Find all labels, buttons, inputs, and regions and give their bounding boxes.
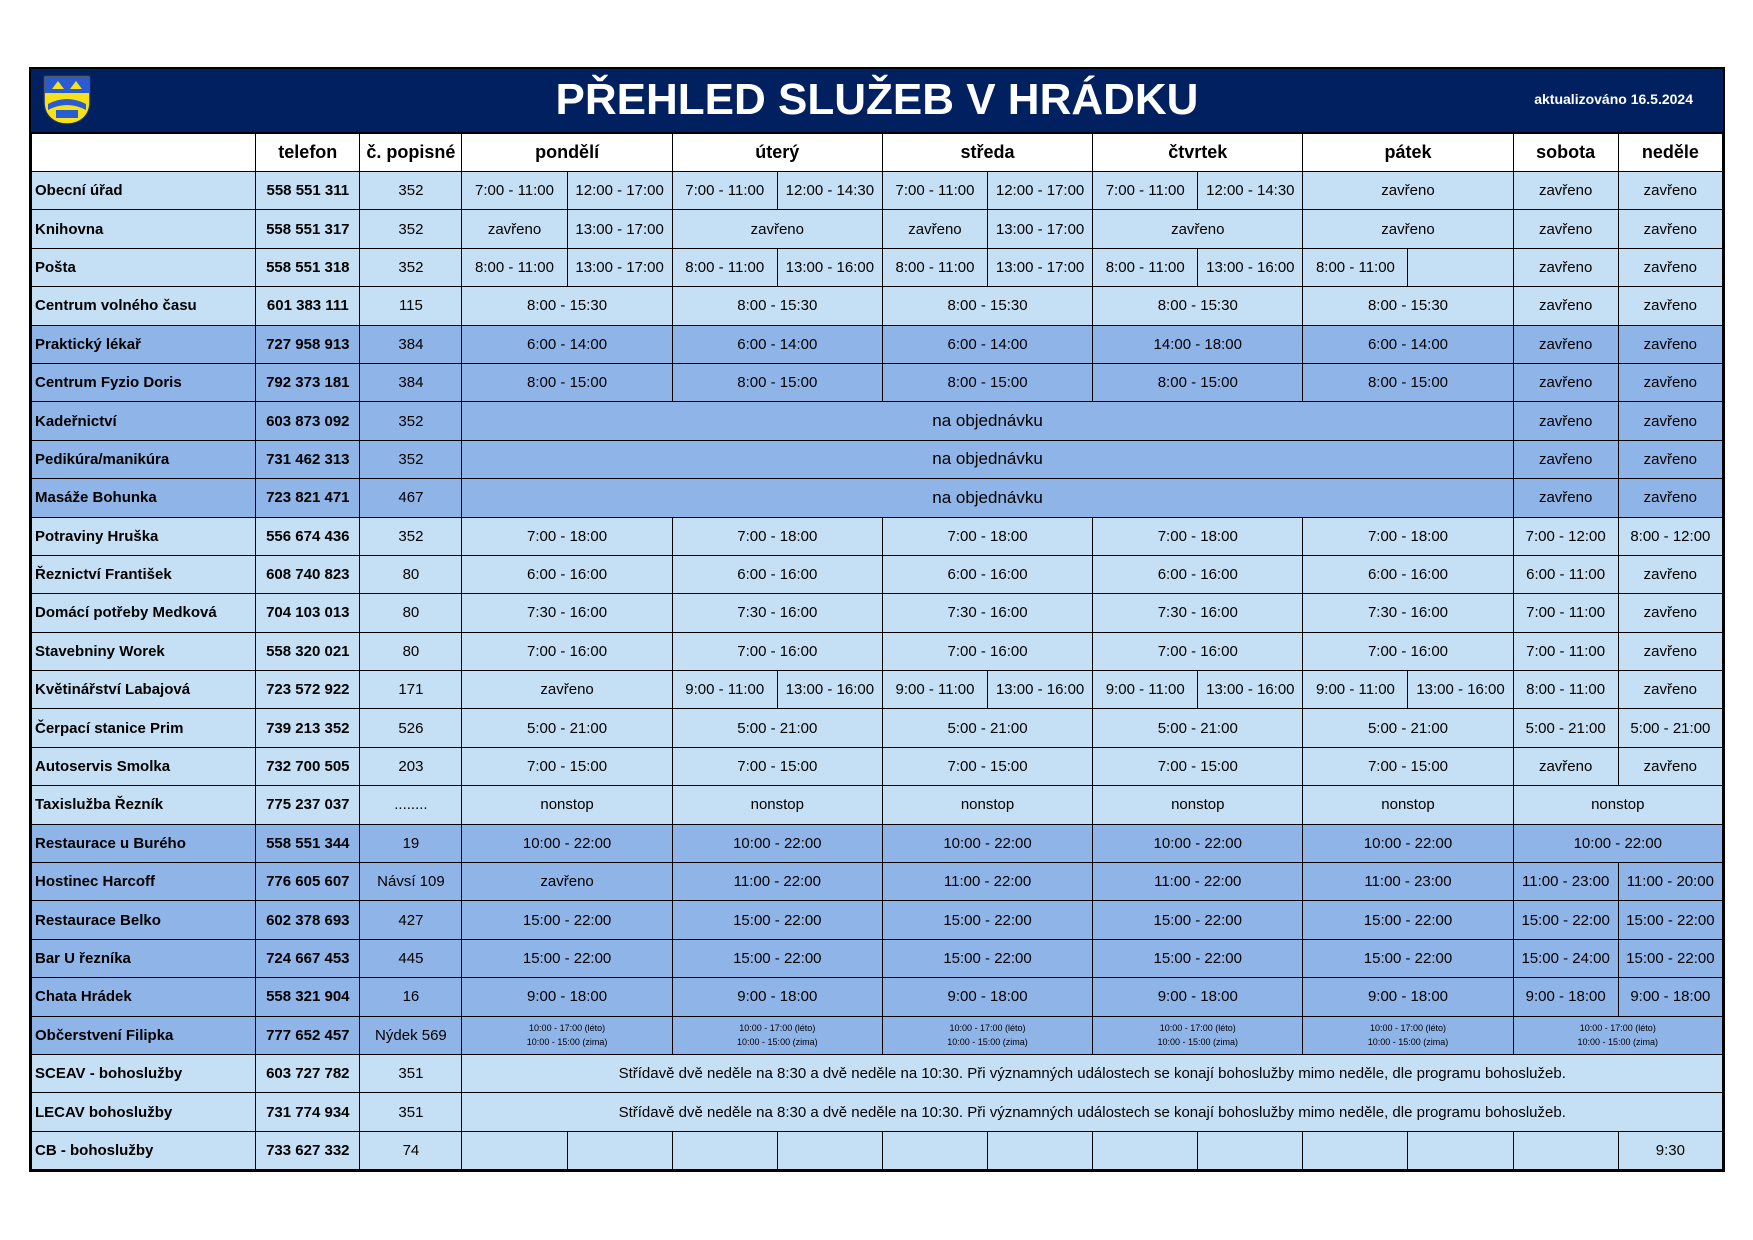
services-body [32,172,1723,1170]
hours-cell: nonstop [1513,786,1722,824]
service-phone: 775 237 037 [256,786,360,824]
hours-cell: 9:00 - 18:00 [1618,978,1722,1016]
hours-cell: 13:00 - 17:00 [567,210,672,248]
hours-cell: 5:00 - 21:00 [1618,709,1722,747]
table-row [32,248,1723,286]
hours-cell: 15:00 - 22:00 [462,901,672,939]
service-phone: 558 551 311 [256,172,360,210]
hours-cell: 7:00 - 18:00 [1093,517,1303,555]
hours-cell: 7:00 - 12:00 [1513,517,1618,555]
hours-cell: zavřeno [1513,363,1618,401]
table-row [32,363,1723,401]
col-phone-header: telefon [256,134,360,172]
hours-cell: 9:00 - 18:00 [462,978,672,1016]
hours-cell: zavřeno [1093,210,1303,248]
service-name: Restaurace u Burého [32,824,256,862]
hours-cell: 8:00 - 11:00 [462,248,567,286]
hours-cell: na objednávku [462,402,1513,440]
hours-cell: 9:00 - 18:00 [1303,978,1513,1016]
hours-cell: 15:00 - 22:00 [1303,939,1513,977]
hours-cell: 8:00 - 15:00 [882,363,1092,401]
service-phone: 608 740 823 [256,555,360,593]
house-number: 467 [360,479,462,517]
house-number: 351 [360,1093,462,1131]
hours-cell: 8:00 - 15:00 [462,363,672,401]
hours-cell: nonstop [672,786,882,824]
hours-cell: 7:00 - 11:00 [1093,172,1198,210]
hours-cell: zavřeno [1618,632,1722,670]
hours-cell: 15:00 - 22:00 [1513,901,1618,939]
hours-cell [988,1131,1093,1169]
service-name: Občerstvení Filipka [32,1016,256,1054]
hours-cell: 7:00 - 16:00 [462,632,672,670]
service-name: Masáže Bohunka [32,479,256,517]
house-number: 526 [360,709,462,747]
hours-cell: 10:00 - 22:00 [1303,824,1513,862]
hours-cell: 9:00 - 18:00 [672,978,882,1016]
hours-cell: 7:30 - 16:00 [672,594,882,632]
hours-cell: 12:00 - 14:30 [777,172,882,210]
service-phone: 739 213 352 [256,709,360,747]
table-row [32,1016,1723,1054]
hours-cell: zavřeno [1618,479,1722,517]
services-sheet [29,67,1725,1172]
hours-cell: 7:00 - 18:00 [882,517,1092,555]
hours-cell: zavřeno [1618,747,1722,785]
hours-cell: 15:00 - 22:00 [1618,939,1722,977]
hours-cell: 15:00 - 24:00 [1513,939,1618,977]
service-phone: 558 551 318 [256,248,360,286]
hours-cell: 7:00 - 11:00 [672,172,777,210]
hours-cell: 10:00 - 17:00 (léto) 10:00 - 15:00 (zima) [1303,1016,1513,1054]
hours-cell [777,1131,882,1169]
col-friday-header: pátek [1303,134,1513,172]
services-table [31,133,1723,1170]
hours-cell: 8:00 - 11:00 [882,248,987,286]
hours-cell: 7:00 - 16:00 [1093,632,1303,670]
hours-cell: na objednávku [462,440,1513,478]
house-number: 74 [360,1131,462,1169]
col-tuesday-header: úterý [672,134,882,172]
hours-cell: 11:00 - 22:00 [1093,863,1303,901]
service-name: Potraviny Hruška [32,517,256,555]
col-wednesday-header: středa [882,134,1092,172]
service-name: Centrum Fyzio Doris [32,363,256,401]
hours-cell: zavřeno [1618,363,1722,401]
hours-cell: 15:00 - 22:00 [462,939,672,977]
hours-cell: 7:00 - 11:00 [462,172,567,210]
hours-cell: 9:00 - 11:00 [1303,671,1408,709]
hours-cell [1408,248,1513,286]
table-row [32,671,1723,709]
service-name: Stavebniny Worek [32,632,256,670]
hours-cell: zavřeno [1618,594,1722,632]
service-phone: 723 821 471 [256,479,360,517]
hours-cell: zavřeno [1618,440,1722,478]
house-number: Návsí 109 [360,863,462,901]
col-monday-header: pondělí [462,134,672,172]
hours-cell: 9:30 [1618,1131,1722,1169]
house-number: 203 [360,747,462,785]
service-phone: 724 667 453 [256,939,360,977]
table-row [32,594,1723,632]
table-row [32,709,1723,747]
hours-cell: zavřeno [1618,555,1722,593]
hours-cell: 8:00 - 15:30 [462,287,672,325]
hours-cell [1198,1131,1303,1169]
hours-cell: 8:00 - 15:30 [1303,287,1513,325]
house-number: 16 [360,978,462,1016]
house-number: 427 [360,901,462,939]
hours-cell: zavřeno [1513,402,1618,440]
hours-cell: 11:00 - 23:00 [1303,863,1513,901]
hours-cell: 7:30 - 16:00 [1303,594,1513,632]
hours-cell: 8:00 - 15:00 [1303,363,1513,401]
house-number: Nýdek 569 [360,1016,462,1054]
house-number: 352 [360,172,462,210]
table-row [32,786,1723,824]
service-phone: 558 321 904 [256,978,360,1016]
table-row [32,287,1723,325]
hours-cell: 6:00 - 11:00 [1513,555,1618,593]
service-name: Taxislužba Řezník [32,786,256,824]
service-phone: 777 652 457 [256,1016,360,1054]
service-name: CB - bohoslužby [32,1131,256,1169]
service-phone: 723 572 922 [256,671,360,709]
hours-cell: 9:00 - 11:00 [1093,671,1198,709]
updated-date: aktualizováno 16.5.2024 [1534,91,1693,107]
service-phone: 556 674 436 [256,517,360,555]
service-name: Centrum volného času [32,287,256,325]
table-row [32,172,1723,210]
hours-cell [1093,1131,1198,1169]
service-name: Bar U řezníka [32,939,256,977]
hours-cell: 5:00 - 21:00 [1303,709,1513,747]
hours-cell: 7:00 - 11:00 [882,172,987,210]
col-sunday-header: neděle [1618,134,1722,172]
service-phone: 731 462 313 [256,440,360,478]
hours-cell: 7:00 - 15:00 [462,747,672,785]
hours-cell: 7:00 - 15:00 [1303,747,1513,785]
table-row [32,210,1723,248]
service-phone: 558 551 344 [256,824,360,862]
service-phone: 776 605 607 [256,863,360,901]
hours-cell [882,1131,987,1169]
hours-cell: 12:00 - 17:00 [567,172,672,210]
service-name: Pošta [32,248,256,286]
hours-cell: 7:00 - 15:00 [672,747,882,785]
hours-cell: 6:00 - 16:00 [1093,555,1303,593]
hours-cell: 10:00 - 22:00 [882,824,1092,862]
hours-cell: zavřeno [1513,287,1618,325]
hours-cell: 15:00 - 22:00 [882,939,1092,977]
hours-cell: 13:00 - 16:00 [1408,671,1513,709]
house-number: 352 [360,440,462,478]
hours-cell: 6:00 - 16:00 [1303,555,1513,593]
table-row [32,939,1723,977]
hours-cell: 13:00 - 16:00 [1198,671,1303,709]
table-row [32,901,1723,939]
hours-cell: na objednávku [462,479,1513,517]
hours-cell: 5:00 - 21:00 [882,709,1092,747]
house-number: 384 [360,363,462,401]
hours-cell: 6:00 - 16:00 [882,555,1092,593]
hours-cell: 8:00 - 11:00 [1303,248,1408,286]
table-row [32,863,1723,901]
hours-cell: zavřeno [1618,210,1722,248]
hours-cell: 7:30 - 16:00 [462,594,672,632]
hours-cell [1408,1131,1513,1169]
service-name: Chata Hrádek [32,978,256,1016]
hours-cell: 5:00 - 21:00 [672,709,882,747]
service-phone: 602 378 693 [256,901,360,939]
hours-cell: zavřeno [1303,172,1513,210]
hours-cell: 15:00 - 22:00 [882,901,1092,939]
service-name: LECAV bohoslužby [32,1093,256,1131]
house-number: 80 [360,555,462,593]
hours-cell: 6:00 - 14:00 [462,325,672,363]
hours-cell: zavřeno [1303,210,1513,248]
hours-cell: zavřeno [1513,440,1618,478]
hours-cell: nonstop [1093,786,1303,824]
house-number: 115 [360,287,462,325]
service-name: Knihovna [32,210,256,248]
hours-cell: 6:00 - 14:00 [672,325,882,363]
hours-cell: 11:00 - 23:00 [1513,863,1618,901]
hours-cell: 7:00 - 11:00 [1513,594,1618,632]
house-number: 352 [360,402,462,440]
hours-cell: 8:00 - 12:00 [1618,517,1722,555]
service-phone: 733 627 332 [256,1131,360,1169]
service-name: Domácí potřeby Medková [32,594,256,632]
hours-cell: 6:00 - 16:00 [672,555,882,593]
house-number: 171 [360,671,462,709]
hours-cell: 7:00 - 18:00 [672,517,882,555]
hours-cell: 15:00 - 22:00 [1618,901,1722,939]
table-row [32,978,1723,1016]
hours-cell: 11:00 - 22:00 [672,863,882,901]
hours-cell: Střídavě dvě neděle na 8:30 a dvě neděle na 10:30. Při významných událostech se konají bohoslužby mimo neděle, dle programu bohoslužeb. [462,1054,1723,1092]
table-row [32,1093,1723,1131]
hours-cell: zavřeno [462,863,672,901]
service-name: Pedikúra/manikúra [32,440,256,478]
hours-cell: 9:00 - 18:00 [1093,978,1303,1016]
hours-cell: 13:00 - 16:00 [1198,248,1303,286]
table-row [32,555,1723,593]
hours-cell: zavřeno [672,210,882,248]
table-row [32,325,1723,363]
hours-cell: 13:00 - 16:00 [988,671,1093,709]
service-phone: 603 727 782 [256,1054,360,1092]
hours-cell [462,1131,567,1169]
hours-cell: 9:00 - 18:00 [1513,978,1618,1016]
service-name: Čerpací stanice Prim [32,709,256,747]
hours-cell: 15:00 - 22:00 [672,901,882,939]
hours-cell: 14:00 - 18:00 [1093,325,1303,363]
hours-cell: zavřeno [882,210,987,248]
house-number: 445 [360,939,462,977]
service-name: SCEAV - bohoslužby [32,1054,256,1092]
table-row [32,824,1723,862]
table-row [32,1054,1723,1092]
hours-cell: 7:00 - 18:00 [1303,517,1513,555]
hours-cell: 7:00 - 18:00 [462,517,672,555]
hours-cell: 6:00 - 14:00 [882,325,1092,363]
hours-cell: 10:00 - 17:00 (léto) 10:00 - 15:00 (zima) [672,1016,882,1054]
house-number: 384 [360,325,462,363]
hours-cell: 15:00 - 22:00 [1093,901,1303,939]
house-number: 352 [360,517,462,555]
hours-cell [567,1131,672,1169]
service-phone: 603 873 092 [256,402,360,440]
hours-cell: 15:00 - 22:00 [1303,901,1513,939]
hours-cell: 8:00 - 11:00 [1093,248,1198,286]
service-phone: 601 383 111 [256,287,360,325]
hours-cell: 13:00 - 16:00 [777,671,882,709]
service-name: Kadeřnictví [32,402,256,440]
hours-cell: 8:00 - 11:00 [1513,671,1618,709]
house-number: 352 [360,248,462,286]
hours-cell [1303,1131,1408,1169]
hours-cell: 13:00 - 17:00 [567,248,672,286]
house-number: ........ [360,786,462,824]
col-saturday-header: sobota [1513,134,1618,172]
hours-cell: 5:00 - 21:00 [1513,709,1618,747]
hours-cell: zavřeno [462,671,672,709]
hours-cell: 8:00 - 15:30 [1093,287,1303,325]
hours-cell: 8:00 - 11:00 [672,248,777,286]
hours-cell: 10:00 - 17:00 (léto) 10:00 - 15:00 (zima) [1513,1016,1722,1054]
col-name-header [32,134,256,172]
hours-cell: zavřeno [1618,248,1722,286]
hours-cell: 8:00 - 15:30 [882,287,1092,325]
hours-cell: 12:00 - 17:00 [988,172,1093,210]
hours-cell: zavřeno [1618,287,1722,325]
table-row [32,1131,1723,1169]
service-phone: 727 958 913 [256,325,360,363]
hours-cell: 5:00 - 21:00 [1093,709,1303,747]
service-phone: 558 320 021 [256,632,360,670]
service-name: Řeznictví František [32,555,256,593]
table-row [32,632,1723,670]
hours-cell: 10:00 - 22:00 [1093,824,1303,862]
table-row [32,440,1723,478]
hours-cell: 8:00 - 15:00 [1093,363,1303,401]
service-phone: 704 103 013 [256,594,360,632]
house-number: 80 [360,594,462,632]
hours-cell: zavřeno [1513,210,1618,248]
hours-cell: 9:00 - 18:00 [882,978,1092,1016]
col-number-header: č. popisné [360,134,462,172]
service-name: Obecní úřad [32,172,256,210]
hours-cell: 7:30 - 16:00 [1093,594,1303,632]
hours-cell: zavřeno [1618,671,1722,709]
hours-cell: zavřeno [1513,325,1618,363]
hours-cell: 13:00 - 16:00 [777,248,882,286]
hours-cell: zavřeno [1513,479,1618,517]
hours-cell: 6:00 - 16:00 [462,555,672,593]
page-title: PŘEHLED SLUŽEB V HRÁDKU [555,75,1199,124]
house-number: 80 [360,632,462,670]
table-row [32,479,1723,517]
service-name: Restaurace Belko [32,901,256,939]
hours-cell: 13:00 - 17:00 [988,210,1093,248]
hours-cell: 11:00 - 20:00 [1618,863,1722,901]
table-row [32,747,1723,785]
hours-cell: zavřeno [1618,402,1722,440]
hours-cell: 10:00 - 22:00 [672,824,882,862]
hours-cell: 8:00 - 15:00 [672,363,882,401]
hours-cell: 7:00 - 16:00 [672,632,882,670]
hours-cell: zavřeno [1618,172,1722,210]
hours-cell: 13:00 - 17:00 [988,248,1093,286]
hours-cell: zavřeno [462,210,567,248]
hours-cell: 7:00 - 16:00 [882,632,1092,670]
hours-cell: 9:00 - 11:00 [672,671,777,709]
hours-cell: zavřeno [1618,325,1722,363]
hours-cell: 6:00 - 14:00 [1303,325,1513,363]
hours-cell: 7:30 - 16:00 [882,594,1092,632]
hours-cell: 10:00 - 17:00 (léto) 10:00 - 15:00 (zima) [1093,1016,1303,1054]
hours-cell: 5:00 - 21:00 [462,709,672,747]
hours-cell [672,1131,777,1169]
service-name: Praktický lékař [32,325,256,363]
service-phone: 732 700 505 [256,747,360,785]
hours-cell: nonstop [1303,786,1513,824]
hours-cell: zavřeno [1513,248,1618,286]
hours-cell: 11:00 - 22:00 [882,863,1092,901]
hours-cell: 15:00 - 22:00 [672,939,882,977]
hours-cell: 15:00 - 22:00 [1093,939,1303,977]
hours-cell: 10:00 - 17:00 (léto) 10:00 - 15:00 (zima) [462,1016,672,1054]
service-name: Autoservis Smolka [32,747,256,785]
hours-cell: 7:00 - 15:00 [1093,747,1303,785]
hours-cell: zavřeno [1513,747,1618,785]
header-row [32,134,1723,172]
service-phone: 731 774 934 [256,1093,360,1131]
house-number: 19 [360,824,462,862]
hours-cell: 7:00 - 16:00 [1303,632,1513,670]
hours-cell: 10:00 - 22:00 [462,824,672,862]
hours-cell: 9:00 - 11:00 [882,671,987,709]
service-name: Květinářství Labajová [32,671,256,709]
hours-cell: 12:00 - 14:30 [1198,172,1303,210]
hours-cell: Střídavě dvě neděle na 8:30 a dvě neděle na 10:30. Při významných událostech se konají bohoslužby mimo neděle, dle programu bohoslužeb. [462,1093,1723,1131]
title-bar [31,69,1723,133]
hours-cell [1513,1131,1618,1169]
hours-cell: 7:00 - 15:00 [882,747,1092,785]
service-phone: 792 373 181 [256,363,360,401]
hours-cell: zavřeno [1513,172,1618,210]
service-name: Hostinec Harcoff [32,863,256,901]
house-number: 351 [360,1054,462,1092]
table-row [32,517,1723,555]
hours-cell: 10:00 - 22:00 [1513,824,1722,862]
table-row [32,402,1723,440]
col-thursday-header: čtvrtek [1093,134,1303,172]
hours-cell: 10:00 - 17:00 (léto) 10:00 - 15:00 (zima) [882,1016,1092,1054]
service-phone: 558 551 317 [256,210,360,248]
hours-cell: nonstop [882,786,1092,824]
hours-cell: 8:00 - 15:30 [672,287,882,325]
house-number: 352 [360,210,462,248]
hours-cell: nonstop [462,786,672,824]
hours-cell: 7:00 - 11:00 [1513,632,1618,670]
